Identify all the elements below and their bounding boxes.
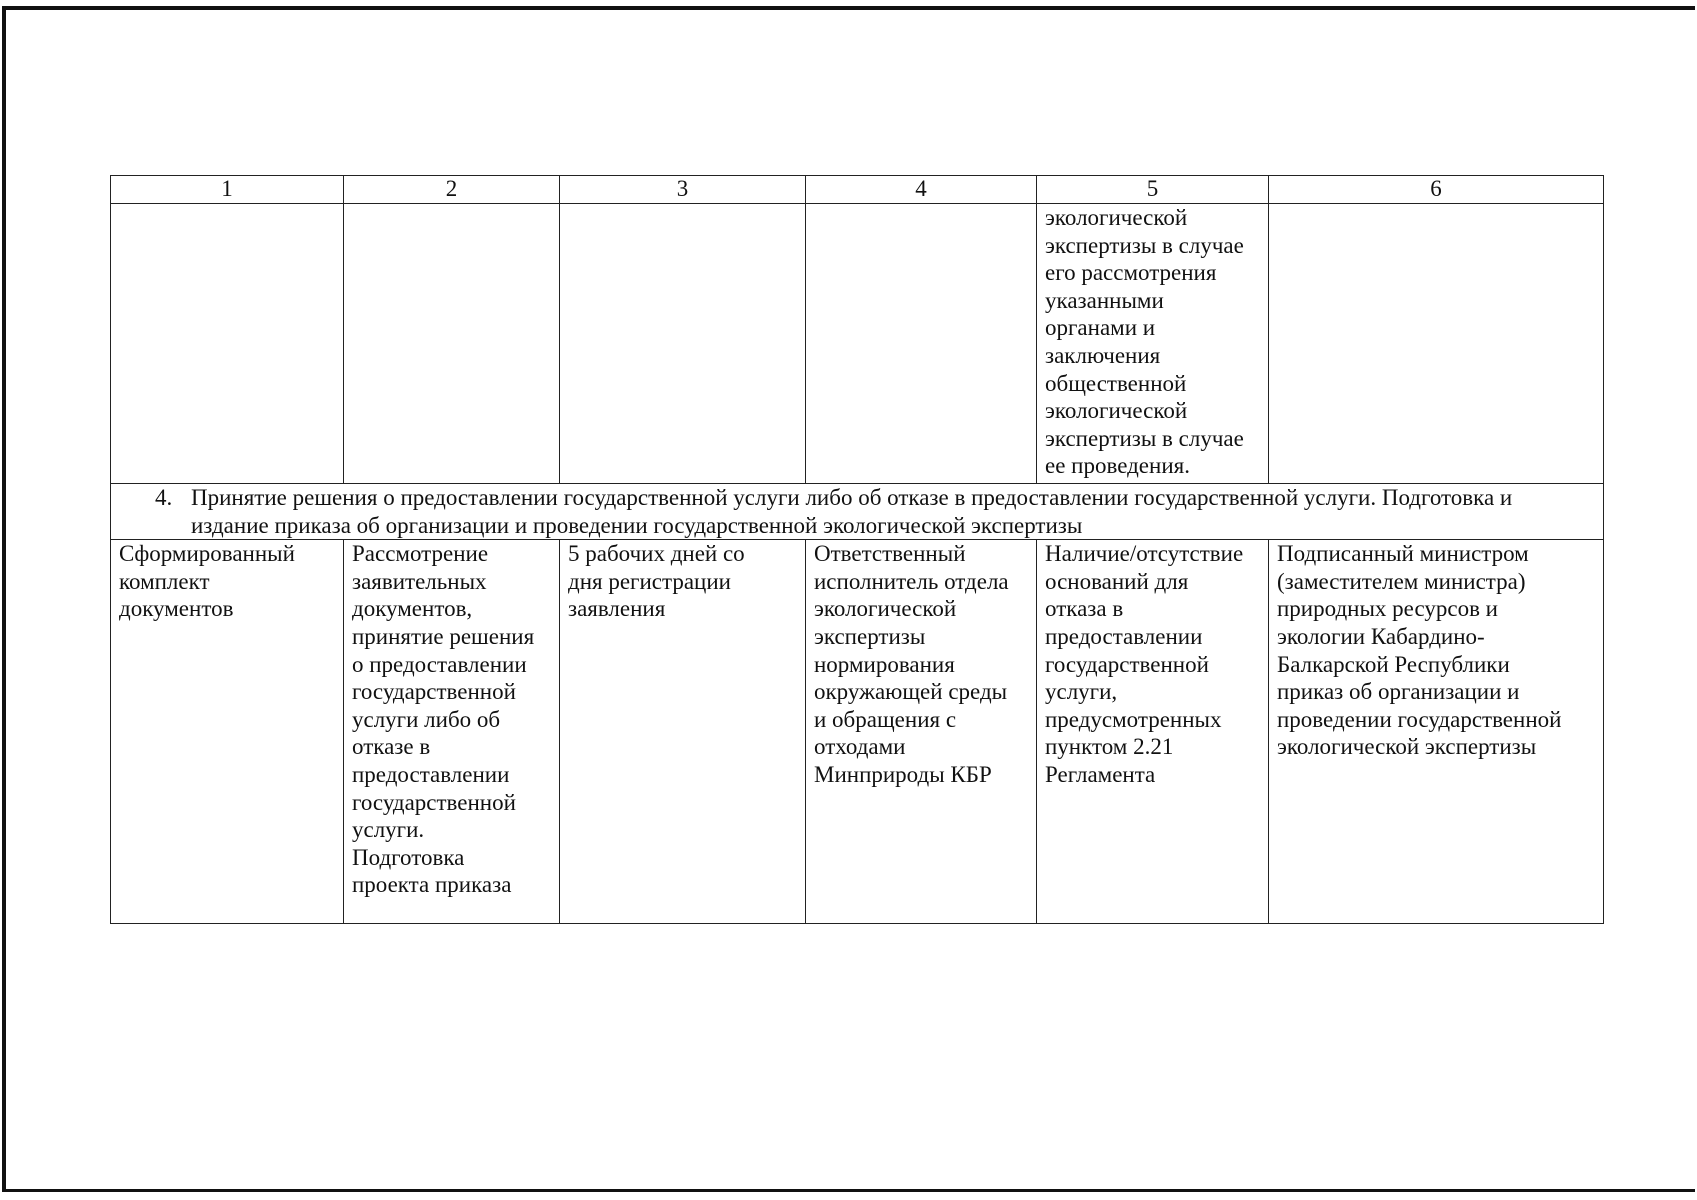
continued-text: экологической экспертизы в случае его рассмотрения указанными органами и заключения общественной экологической экспертизы в случае ее проведения. xyxy=(1045,205,1244,479)
procedure-table xyxy=(110,175,1604,924)
table-cell xyxy=(111,204,344,484)
column-number-4: 4 xyxy=(806,176,1037,204)
table-cell xyxy=(1037,204,1269,484)
table-row xyxy=(111,204,1604,484)
column-number-5: 5 xyxy=(1037,176,1269,204)
section-heading-row xyxy=(111,484,1604,540)
table-row xyxy=(111,540,1604,924)
cell-criteria: Наличие/отсутствие оснований для отказа в предоставлении государственной услуги, предусмотренных пунктом 2.21 Регламента xyxy=(1037,540,1269,924)
column-number-2: 2 xyxy=(344,176,560,204)
column-number-3: 3 xyxy=(560,176,806,204)
column-number-1: 1 xyxy=(111,176,344,204)
cell-procedure: Рассмотрение заявительных документов, принятие решения о предоставлении государственной услуги либо об отказе в предоставлении государственной услуги. Подготовка проекта приказа xyxy=(344,540,560,924)
section-title: Принятие решения о предоставлении государственной услуги либо об отказе в предоставлении государственной услуги. Подготовка и издание приказа об организации и проведении государственной экологической экспертизы xyxy=(191,485,1513,538)
cell-responsible: Ответственный исполнитель отдела экологической экспертизы нормирования окружающей среды и обращения с отходами Минприроды КБР xyxy=(806,540,1037,924)
table-cell xyxy=(560,204,806,484)
table-header-row xyxy=(111,176,1604,204)
cell-result: Подписанный министром (заместителем министра) природных ресурсов и экологии Кабардино- Балкарской Республики приказ об организации и проведении государственной экологической экспертизы xyxy=(1269,540,1604,924)
column-number-6: 6 xyxy=(1269,176,1604,204)
cell-input-documents: Сформированный комплект документов xyxy=(111,540,344,924)
section-number: 4. xyxy=(155,485,173,510)
cell-deadline: 5 рабочих дней со дня регистрации заявления xyxy=(560,540,806,924)
table-cell xyxy=(806,204,1037,484)
table-cell xyxy=(1269,204,1604,484)
section-heading xyxy=(111,484,1604,540)
table-cell xyxy=(344,204,560,484)
